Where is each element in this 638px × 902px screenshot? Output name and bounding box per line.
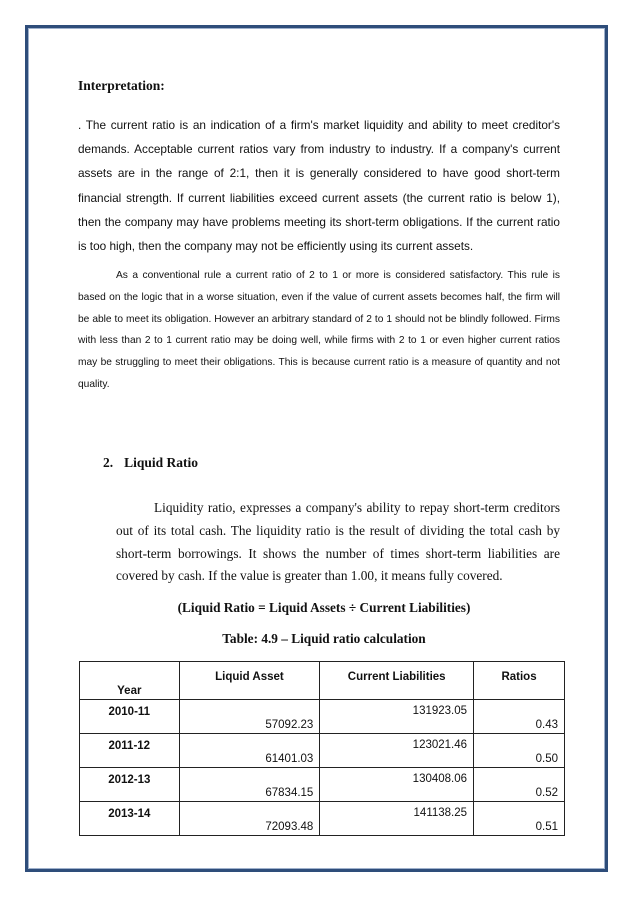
- cell-current-liabilities: 123021.46: [320, 734, 474, 768]
- liquid-ratio-table: [79, 661, 565, 836]
- header-liquid-asset: Liquid Asset: [179, 662, 320, 700]
- cell-liquid-asset: 57092.23: [179, 700, 320, 734]
- header-ratios: Ratios: [474, 662, 565, 700]
- table-caption: Table: 4.9 – Liquid ratio calculation: [222, 631, 426, 646]
- section-title: Liquid Ratio: [124, 455, 199, 470]
- table-row: [80, 700, 565, 734]
- interpretation-heading: Interpretation:: [78, 78, 165, 93]
- interpretation-paragraph-2: As a conventional rule a current ratio of 2 to 1 or more is considered satisfactory. This rule is based on the logic that in a worse situation, even if the value of current assets becomes half, the firm will be able to meet its obligation. However an arbitrary standard of 2 to 1 should not be blindly followed. Firms with less than 2 to 1 current ratio may be doing well, while firms with 2 to 1 or even higher current ratios may be struggling to meet their obligations. This is because current ratio is a measure of quantity and not quality.: [78, 270, 560, 390]
- header-current-liabilities: Current Liabilities: [320, 662, 474, 700]
- cell-current-liabilities: 130408.06: [320, 768, 474, 802]
- section-number: 2.: [103, 455, 114, 470]
- table-header-row: [80, 662, 565, 700]
- cell-year: 2010-11: [80, 700, 180, 734]
- header-year: Year: [80, 662, 180, 700]
- liquid-ratio-formula: (Liquid Ratio = Liquid Assets ÷ Current Liabilities): [177, 600, 471, 615]
- cell-current-liabilities: 131923.05: [320, 700, 474, 734]
- cell-ratio: 0.43: [474, 700, 565, 734]
- interpretation-paragraph-1: . The current ratio is an indication of a firm's market liquidity and ability to meet creditor's demands. Acceptable current ratios vary from industry to industry. If a company's current assets are in the range of 2:1, then it is generally considered to have good short-term financial strength. If current liabilities exceed current assets (the current ratio is below 1), then the company may have problems meeting its short-term obligations. If the current ratio is too high, then the company may not be efficiently using its current assets.: [78, 118, 560, 254]
- liquid-ratio-paragraph: Liquidity ratio, expresses a company's ability to repay short-term creditors out of its total cash. The liquidity ratio is the result of dividing the total cash by short-term borrowings. It shows the number of times short-term liabilities are covered by cash. If the value is greater than 1.00, it means fully covered.: [116, 500, 560, 584]
- cell-ratio: 0.51: [474, 802, 565, 836]
- cell-year: 2013-14: [80, 802, 180, 836]
- cell-year: 2011-12: [80, 734, 180, 768]
- cell-current-liabilities: 141138.25: [320, 802, 474, 836]
- table-row: [80, 802, 565, 836]
- cell-liquid-asset: 61401.03: [179, 734, 320, 768]
- cell-liquid-asset: 72093.48: [179, 802, 320, 836]
- liquid-ratio-heading: [103, 455, 198, 471]
- table-row: [80, 734, 565, 768]
- cell-liquid-asset: 67834.15: [179, 768, 320, 802]
- cell-ratio: 0.52: [474, 768, 565, 802]
- cell-ratio: 0.50: [474, 734, 565, 768]
- cell-year: 2012-13: [80, 768, 180, 802]
- table-row: [80, 768, 565, 802]
